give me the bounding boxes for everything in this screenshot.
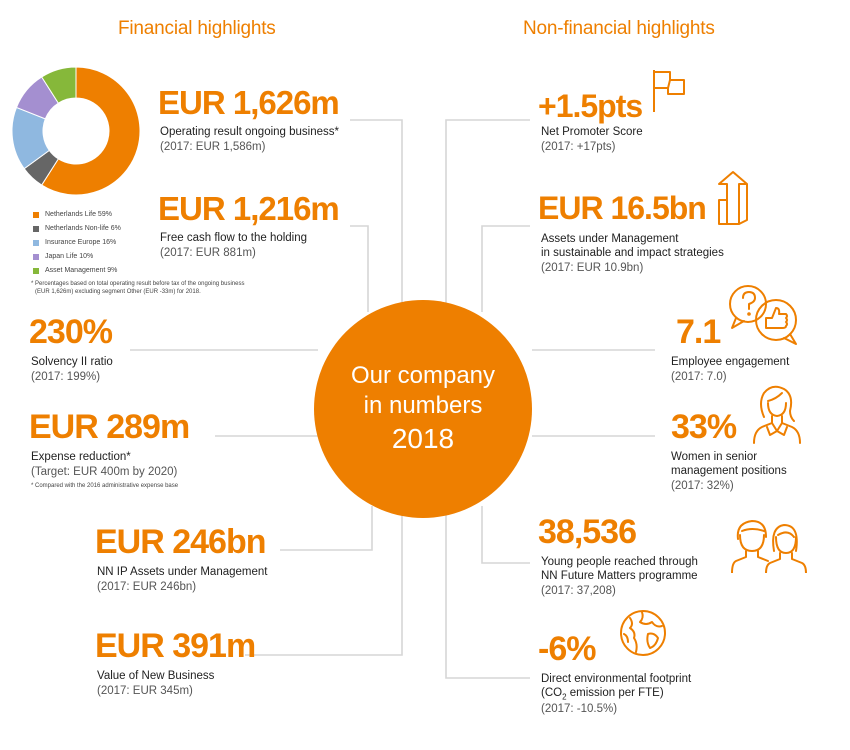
nps-comparison: (2017: +17pts) [541,141,616,153]
legend-label: Japan Life 10% [45,253,94,260]
legend-label: Netherlands Life 59% [45,211,112,218]
footprint-label-2-post: emission per FTE) [566,687,664,699]
solvency-ratio-value: 230% [29,313,112,351]
legend-item-insurance-europe [33,239,116,246]
expense-reduction-target: (Target: EUR 400m by 2020) [31,466,178,478]
women-senior-value: 33% [671,408,737,446]
employee-engagement-comparison: (2017: 7.0) [671,371,727,383]
chart-footnote-line2: (EUR 1,626m) excluding segment Other (EUR -33m) for 2018. [35,289,201,295]
operating-result-label: Operating result ongoing business* [160,126,340,138]
legend-label: Asset Management 9% [45,267,118,274]
legend-swatch [33,240,39,246]
sustainable-aum-value: EUR 16.5bn [538,190,706,226]
financial-highlights-heading: Financial highlights [118,18,276,39]
nonfinancial-highlights-heading: Non-financial highlights [523,18,715,39]
employee-engagement-label: Employee engagement [671,356,790,368]
our-company-circle [314,300,532,518]
sustainable-aum-label-1: Assets under Management [541,233,679,245]
nps-label: Net Promoter Score [541,126,643,138]
center-year: 2018 [391,423,455,454]
legend-swatch [33,226,39,232]
free-cash-flow-value: EUR 1,216m [158,190,339,227]
women-senior-label-1: Women in senior [671,451,758,463]
expense-reduction-label: Expense reduction* [31,451,131,463]
legend-item-netherlands-life [33,211,112,218]
women-senior-label-2: management positions [671,465,787,477]
solvency-ratio-comparison: (2017: 199%) [31,371,101,383]
footprint-comparison: (2017: -10.5%) [541,703,618,715]
nps-value: +1.5pts [538,88,643,124]
chart-footnote-line1: * Percentages based on total operating result before tax of the ongoing business [31,281,245,287]
speech-bubbles-icon [724,282,800,346]
flag-icon [648,66,690,114]
center-line-1: Our company [350,362,496,389]
legend-item-japan-life [33,253,93,260]
young-people-label-1: Young people reached through [541,556,698,568]
footprint-value: -6% [538,630,596,668]
young-people-value: 38,536 [538,513,636,551]
legend-swatch [33,254,39,260]
operating-result-value: EUR 1,626m [158,84,339,121]
young-people-label-2: NN Future Matters programme [541,570,698,582]
young-people-icon [730,517,810,573]
operating-result-comparison: (2017: EUR 1,586m) [160,141,266,153]
growth-arrow-icon [713,170,753,228]
legend-item-asset-management [33,267,117,274]
young-people-comparison: (2017: 37,208) [541,585,616,597]
legend-swatch [33,268,39,274]
nnip-aum-label: NN IP Assets under Management [97,566,268,578]
free-cash-flow-label: Free cash flow to the holding [160,232,308,244]
sustainable-aum-comparison: (2017: EUR 10.9bn) [541,262,644,274]
nnip-aum-comparison: (2017: EUR 246bn) [97,581,197,593]
expense-reduction-value: EUR 289m [29,408,190,446]
solvency-ratio-label: Solvency II ratio [31,356,113,368]
globe-icon [618,608,668,658]
women-senior-comparison: (2017: 32%) [671,480,734,492]
legend-label: Insurance Europe 16% [45,239,117,246]
employee-engagement-value: 7.1 [676,313,721,351]
value-new-business-value: EUR 391m [95,627,256,665]
expense-reduction-footnote: * Compared with the 2016 administrative expense base [31,483,179,489]
legend-swatch [33,212,39,218]
value-new-business-comparison: (2017: EUR 345m) [97,685,193,697]
value-new-business-label: Value of New Business [97,670,215,682]
woman-icon [750,383,804,445]
sustainable-aum-label-2: in sustainable and impact strategies [541,247,724,259]
footprint-label-2-subscript: 2 [562,692,567,702]
operating-result-donut-chart [11,66,141,196]
legend-item-netherlands-non-life [33,225,121,232]
nnip-aum-value: EUR 246bn [95,523,266,561]
center-line-2: in numbers [363,392,483,419]
footprint-label-1: Direct environmental footprint [541,673,692,685]
free-cash-flow-comparison: (2017: EUR 881m) [160,247,256,259]
footprint-label-2-pre: (CO [541,687,563,699]
legend-label: Netherlands Non-life 6% [45,225,121,232]
